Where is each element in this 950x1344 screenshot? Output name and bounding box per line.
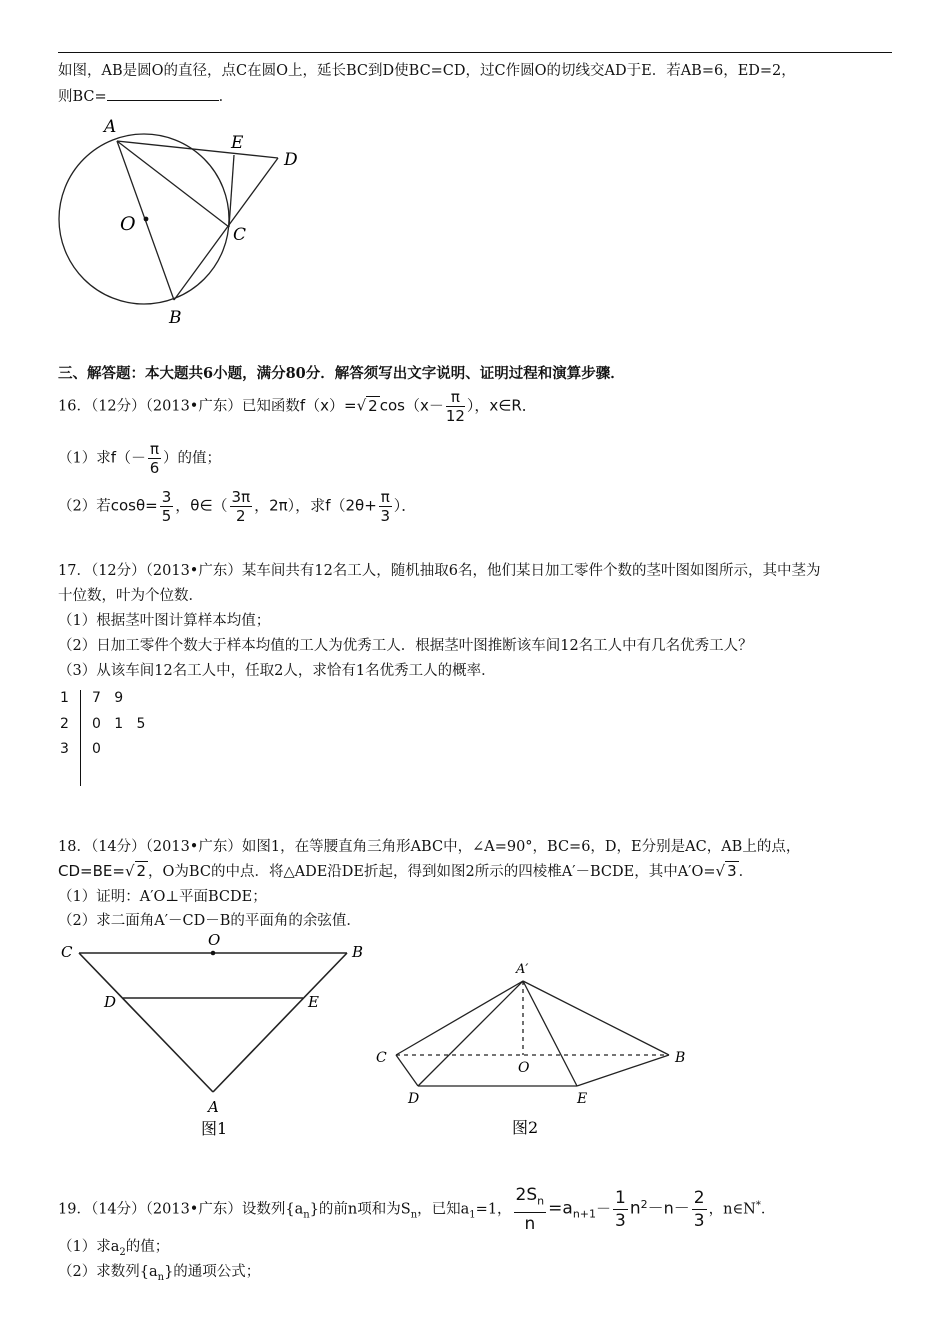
q19-sub-1: 1 xyxy=(469,1209,476,1221)
q18-fig1 xyxy=(55,932,375,1142)
fig2-caption: 图2 xyxy=(512,1118,539,1137)
q16-frac-num: π xyxy=(446,388,465,407)
q19-two-den: 3 xyxy=(693,1211,705,1232)
q16-part1 xyxy=(58,440,221,477)
q16-p2-den3: 3 xyxy=(380,507,391,525)
q19-mid: }的前n项和为S xyxy=(309,1201,411,1218)
fig1-label-e: E xyxy=(308,993,319,1011)
stem-leaf-plot xyxy=(58,688,218,788)
q19-frac-den: n xyxy=(524,1214,536,1235)
q16-p2-frac2 xyxy=(230,488,253,525)
q17-part2: （2）日加工零件个数大于样本均值的工人为优秀工人．根据茎叶图推断该车间12名工人中有几名优秀工人？ xyxy=(58,638,753,654)
label-o: O xyxy=(120,213,136,235)
q19-minus: － xyxy=(596,1199,612,1218)
q19-part1 xyxy=(58,1236,169,1264)
q17-part3: （3）从该车间12名工人中，任取2人，求恰有1名优秀工人的概率． xyxy=(58,663,496,679)
q16-prefix: 16．（12分）（2013•广东）已知函数 xyxy=(58,398,300,415)
q16-p1-suffix: ）的值； xyxy=(163,450,222,467)
label-e: E xyxy=(231,133,244,153)
q16-p2-mid: ，2π），求 xyxy=(254,496,326,515)
stem-row: 2 xyxy=(60,716,69,732)
q18-sqrt3: 3 xyxy=(727,862,737,880)
segment-ba xyxy=(213,953,347,1092)
stem-row: 1 xyxy=(60,690,69,706)
top-rule xyxy=(58,52,892,53)
q19-part2 xyxy=(58,1261,260,1289)
segment-eb xyxy=(577,1055,669,1086)
fig1-caption: 图1 xyxy=(201,1119,228,1138)
midpoint-o xyxy=(211,951,216,956)
fig1-label-o: O xyxy=(208,932,221,949)
q17-part1: （1）根据茎叶图计算样本均值； xyxy=(58,613,271,629)
q19-end2: ． xyxy=(760,1201,776,1218)
q18-line1: 18．（14分）（2013•广东）如图1，在等腰直角三角形ABC中，∠A=90°，BC=6，D，E分别是AC，AB上的点， xyxy=(58,839,801,855)
segment-cd xyxy=(396,1055,418,1086)
leaf-row: 0 xyxy=(92,741,101,757)
tangent-ce xyxy=(229,155,234,227)
q16-p2-num3: π xyxy=(380,488,390,506)
q19-mid2: ，已知a xyxy=(417,1201,470,1218)
q19-p2-prefix: （2）求数列{a xyxy=(58,1264,158,1280)
q19-frac-third xyxy=(613,1187,628,1232)
q16-frac-pi12 xyxy=(446,388,465,425)
q19-sub-n2: n xyxy=(410,1209,418,1221)
q16-sqrt2: 2 xyxy=(368,396,378,415)
q15-line1: 如图，AB是圆O的直径，点C在圆O上，延长BC到D使BC=CD，过C作圆O的切线交AD于E．若AB=6，ED=2， xyxy=(58,63,796,79)
q19-star: * xyxy=(755,1199,761,1211)
center-point xyxy=(144,217,149,222)
q16-p1-num: π xyxy=(150,440,160,458)
q16-part2 xyxy=(58,488,416,525)
leaf-row: 7 9 xyxy=(92,690,124,706)
q16-cos: cos（x－ xyxy=(379,396,444,415)
q16-p2-cos: cosθ= xyxy=(110,496,158,515)
fig1-label-b: B xyxy=(352,943,364,961)
segment-ca xyxy=(79,953,213,1092)
q19-p1-sub: 2 xyxy=(119,1246,126,1258)
q19-third-den: 3 xyxy=(615,1211,626,1232)
q19-p1-suffix: 的值； xyxy=(125,1239,170,1255)
leaf-row: 0 1 5 xyxy=(92,716,146,732)
q16-p1-frac xyxy=(148,440,161,477)
q18-cd-be: CD=BE= xyxy=(58,862,125,880)
label-c: C xyxy=(233,225,247,245)
fig2-label-b: B xyxy=(675,1050,686,1066)
q19-frac-two-thirds xyxy=(692,1187,707,1232)
stem-row: 3 xyxy=(60,741,69,757)
fig2-label-a: A′ xyxy=(516,962,529,977)
q19-sup2: 2 xyxy=(640,1197,648,1211)
fig1-label-a: A xyxy=(208,1098,219,1116)
q18-part1: （1）证明：A′O⊥平面BCDE； xyxy=(58,889,267,905)
q19-frac-num: 2S xyxy=(515,1185,538,1205)
q19-prefix: 19．（14分）（2013•广东）设数列{a xyxy=(58,1201,304,1218)
q16-line: 16．（12分）（2013•广东）已知函数f（x）=√ 2 cos（x－ $\frac{\pi}{12}$ ），x∈R． xyxy=(58,388,537,425)
q19-two-num: 2 xyxy=(693,1188,705,1209)
fig2-label-o: O xyxy=(518,1060,530,1076)
q19-mid3: =1， xyxy=(475,1201,512,1218)
q16-p2-num: 3 xyxy=(161,488,172,506)
q19-third-num: 1 xyxy=(615,1188,626,1209)
q19-p1-prefix: （1）求a xyxy=(58,1239,120,1255)
q16-p2-f: f（2θ+ xyxy=(325,496,377,515)
q19-line xyxy=(58,1184,775,1235)
q15-line2-suffix: ． xyxy=(218,89,234,105)
q19-n2: n xyxy=(629,1198,641,1219)
q16-p2-theta: ，θ∈（ xyxy=(175,496,228,515)
q16-frac-den: 12 xyxy=(445,407,465,425)
q19-sub-n: n xyxy=(303,1209,310,1221)
section3-heading: 三、解答题：本大题共6小题，满分80分．解答须写出文字说明、证明过程和演算步骤． xyxy=(58,365,625,382)
q19-p2-suffix: }的通项公式； xyxy=(164,1264,261,1280)
q16-p2-den: 5 xyxy=(161,507,172,525)
q17-line2: 十位数，叶为个位数． xyxy=(58,588,203,604)
q16-p2-den2: 2 xyxy=(236,507,246,525)
q18-line2: CD=BE=√ 2 ，O为BC的中点．将△ADE沿DE折起，得到如图2所示的四棱椎A′－BCDE，其中A′O=√ 3 ． xyxy=(58,862,754,880)
q19-eq: =a xyxy=(548,1198,573,1219)
q15-circle-figure xyxy=(50,112,320,332)
segment-ad xyxy=(117,141,278,158)
q16-p2-num2: 3π xyxy=(231,488,251,506)
q19-frac-num-sub: n xyxy=(537,1194,545,1208)
q16-p1-f: f（－ xyxy=(110,448,147,467)
fig1-label-d: D xyxy=(104,993,117,1011)
segment-bd xyxy=(174,158,278,300)
fig1-label-c: C xyxy=(61,943,73,961)
q16-func-left: f（x）= xyxy=(299,396,357,415)
q16-p2-frac1 xyxy=(160,488,174,525)
q16-p1-prefix: （1）求 xyxy=(58,450,111,467)
q18-sqrt2: 2 xyxy=(136,862,147,880)
q18-line2-mid: ，O为BC的中点．将△ADE沿DE折起，得到如图2所示的四棱椎A′－BCDE，其中A′O= xyxy=(148,864,716,880)
label-b: B xyxy=(169,308,182,328)
q15-line2-prefix: 则BC= xyxy=(58,89,107,105)
fig2-label-d: D xyxy=(408,1091,420,1107)
segment-ae xyxy=(523,981,577,1086)
answer-blank xyxy=(107,86,219,101)
q18-line2-end: ． xyxy=(738,864,754,880)
q16-func-right: ），x∈R． xyxy=(466,396,537,415)
fig2-label-e: E xyxy=(577,1091,588,1107)
q18-part2: （2）求二面角A′－CD－B的平面角的余弦值． xyxy=(58,913,361,929)
label-a: A xyxy=(104,117,117,137)
q16-p1-den: 6 xyxy=(149,459,160,477)
q19-eq-sub: n+1 xyxy=(572,1207,596,1221)
q16-p2-prefix: （2）若 xyxy=(58,498,111,515)
q16-p2-end: ）． xyxy=(393,496,417,515)
segment-ab xyxy=(523,981,669,1055)
q17-line1: 17．（12分）（2013•广东）某车间共有12名工人，随机抽取6名，他们某日加工零件个数的茎叶图如图所示，其中茎为 xyxy=(58,563,821,579)
fig2-label-c: C xyxy=(376,1050,387,1066)
label-d: D xyxy=(284,150,298,170)
q18-fig2 xyxy=(370,955,700,1140)
stem-divider xyxy=(80,690,81,786)
q19-minus-n: －n－ xyxy=(647,1198,690,1218)
q19-end: ，n∈N xyxy=(708,1201,756,1218)
q16-p2-frac3 xyxy=(379,488,392,525)
q19-frac-2sn xyxy=(514,1184,547,1235)
q15-line2 xyxy=(58,86,233,108)
q19-p2-sub: n xyxy=(157,1271,165,1283)
